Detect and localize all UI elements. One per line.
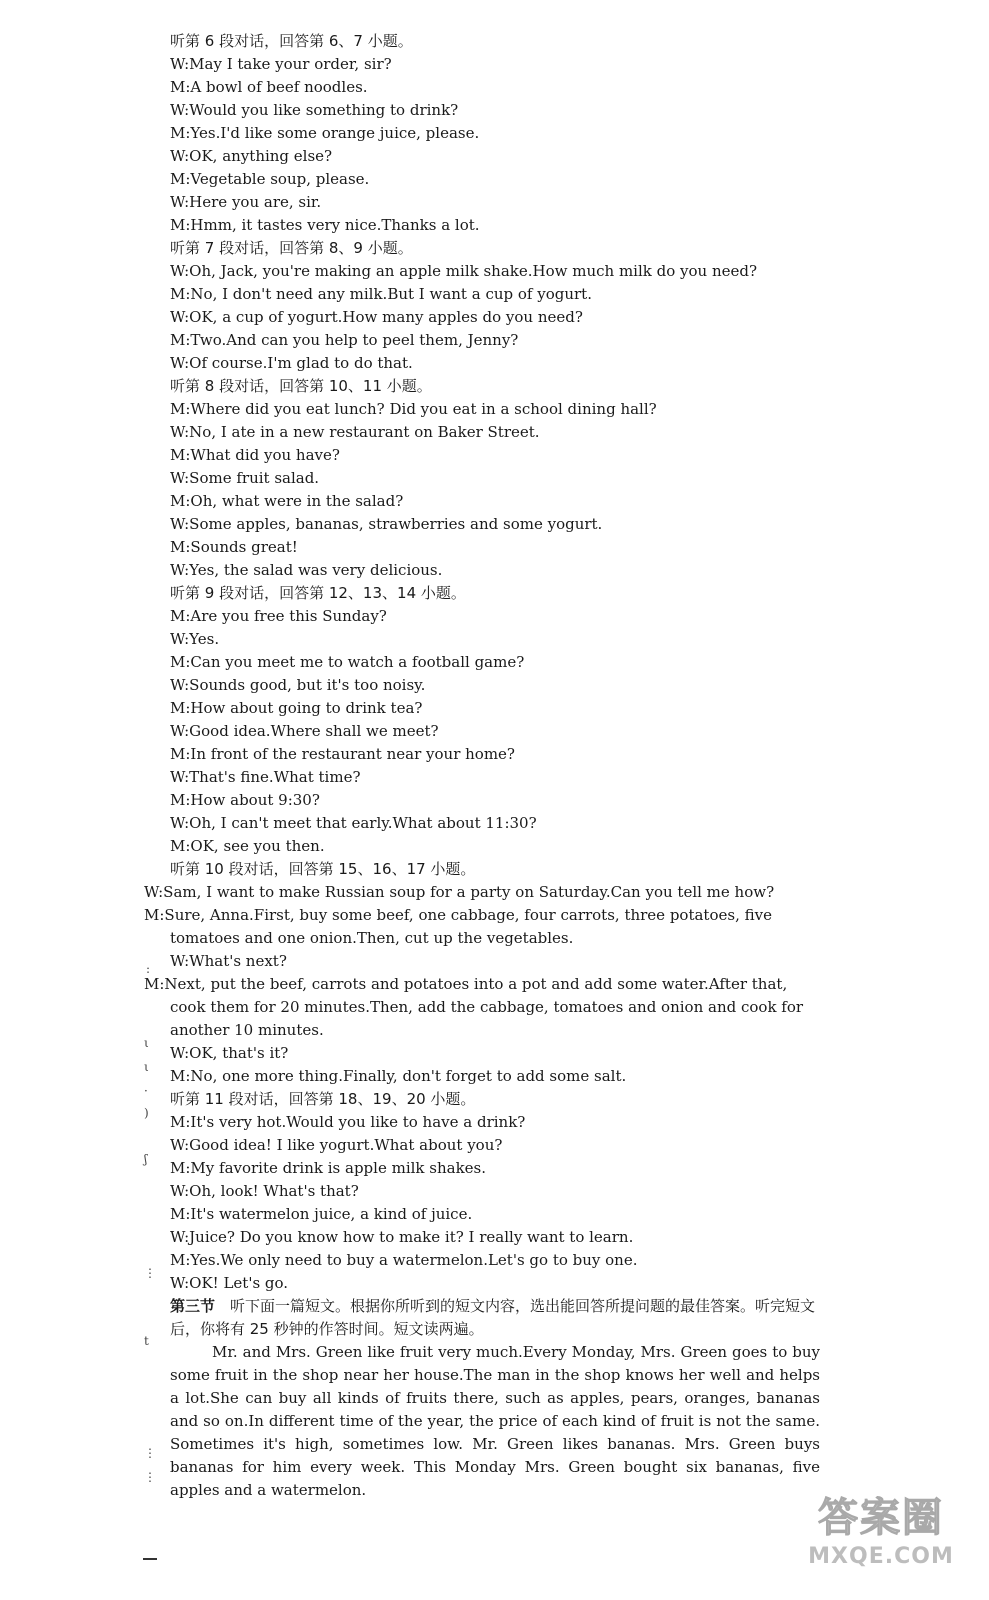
dialogue-line: M:No, one more thing.Finally, don't forget to add some salt. — [170, 1067, 627, 1085]
margin-mark: ι — [144, 1036, 149, 1050]
dialogue-line: M:How about 9:30? — [170, 791, 320, 809]
dialogue-line: W:Sounds good, but it's too noisy. — [170, 676, 426, 694]
dialogue-line: W:OK, a cup of yogurt.How many apples do you need? — [170, 308, 583, 326]
margin-mark: t — [144, 1334, 149, 1348]
section-heading: 听第 10 段对话，回答第 15、16、17 小题。 — [170, 860, 476, 878]
section3-block — [170, 1295, 820, 1341]
dialogue-line: M:Yes.I'd like some orange juice, please. — [170, 124, 480, 142]
dialogue-line: M:Can you meet me to watch a football game? — [170, 653, 525, 671]
dialogue-line: W:Yes, the salad was very delicious. — [170, 561, 443, 579]
dialogue-line: W:Some fruit salad. — [170, 469, 320, 487]
dialogue-line: M:A bowl of beef noodles. — [170, 78, 368, 96]
dialogue-line: M:It's very hot.Would you like to have a drink? — [170, 1113, 526, 1131]
margin-mark: · — [144, 1084, 148, 1098]
section3-title: 第三节 — [170, 1297, 216, 1315]
dialogue-line: M:Hmm, it tastes very nice.Thanks a lot. — [170, 216, 480, 234]
margin-mark: : — [146, 962, 151, 976]
section-heading: 听第 6 段对话，回答第 6、7 小题。 — [170, 32, 413, 50]
section-heading: 听第 11 段对话，回答第 18、19、20 小题。 — [170, 1090, 476, 1108]
margin-mark: ⋮ — [144, 1446, 156, 1460]
dialogue-line: W:OK, that's it? — [170, 1044, 289, 1062]
margin-mark: ι — [144, 1060, 149, 1074]
dialogue-line: M:Sure, Anna.First, buy some beef, one cabbage, four carrots, three potatoes, five tomatoes and one onion.Then, cut up the vegetables. — [144, 906, 772, 947]
dialogue-line: M:It's watermelon juice, a kind of juice. — [170, 1205, 473, 1223]
dialogue-line: W:May I take your order, sir? — [170, 55, 392, 73]
dialogue-line: W:Good idea.Where shall we meet? — [170, 722, 439, 740]
dialogue-line: W:Oh, Jack, you're making an apple milk shake.How much milk do you need? — [170, 262, 758, 280]
footer-dash — [143, 1558, 157, 1560]
dialogue-line: M:Next, put the beef, carrots and potatoes into a pot and add some water.After that, cook them for 20 minutes.Then, add the cabbage, tomatoes and onion and cook for another 10 minutes. — [144, 975, 804, 1039]
dialogue-line: M:Yes.We only need to buy a watermelon.Let's go to buy one. — [170, 1251, 638, 1269]
dialogue-line: M:In front of the restaurant near your home? — [170, 745, 515, 763]
document-page — [144, 30, 820, 1502]
watermark-site: MXQE.COM — [808, 1544, 954, 1569]
dialogue-line: W:What's next? — [170, 952, 287, 970]
dialogue-line: M:OK, see you then. — [170, 837, 325, 855]
dialogue-line: W:Oh, look! What's that? — [170, 1182, 359, 1200]
dialogue-line: M:Where did you eat lunch? Did you eat in a school dining hall? — [170, 400, 657, 418]
passage-paragraph: Mr. and Mrs. Green like fruit very much.Every Monday, Mrs. Green goes to buy some fruit in the shop near her house.The man in the shop knows her well and helps a lot.She can buy all kinds of fruits there, such as apples, pears, oranges, bananas and so on.In different time of the year, the price of each kind of fruit is not the same. Sometimes it's high, sometimes low. Mr. Green likes bananas. Mrs. Green buys bananas for him every week. This Monday Mrs. Green bought six bananas, five apples and a watermelon. — [170, 1343, 820, 1499]
dialogue-line: W:Some apples, bananas, strawberries and some yogurt. — [170, 515, 603, 533]
dialogue-line: W:Yes. — [170, 630, 220, 648]
dialogue-line: W:Would you like something to drink? — [170, 101, 459, 119]
dialogue-line: W:Of course.I'm glad to do that. — [170, 354, 413, 372]
section3-instruction: 听下面一篇短文。根据你所听到的短文内容，选出能回答所提问题的最佳答案。听完短文后，你将有 25 秒钟的作答时间。短文读两遍。 — [170, 1297, 816, 1338]
dialogue-line: M:No, I don't need any milk.But I want a cup of yogurt. — [170, 285, 592, 303]
section-heading: 听第 9 段对话，回答第 12、13、14 小题。 — [170, 584, 466, 602]
margin-mark: ʃ — [144, 1152, 148, 1166]
dialogue-line: M:My favorite drink is apple milk shakes. — [170, 1159, 487, 1177]
dialogue-line: M:Two.And can you help to peel them, Jenny? — [170, 331, 519, 349]
watermark-text: 答案圈 — [818, 1495, 944, 1541]
dialogue-line: W:Sam, I want to make Russian soup for a party on Saturday.Can you tell me how? — [144, 883, 775, 901]
margin-mark: ⋮ — [144, 1266, 156, 1280]
dialogue-line: W:OK! Let's go. — [170, 1274, 289, 1292]
dialogue-line: W:OK, anything else? — [170, 147, 333, 165]
dialogue-line: W:No, I ate in a new restaurant on Baker Street. — [170, 423, 540, 441]
dialogue-line: W:Good idea! I like yogurt.What about you? — [170, 1136, 503, 1154]
dialogue-line: M:What did you have? — [170, 446, 340, 464]
dialogue-line: W:Oh, I can't meet that early.What about 11:30? — [170, 814, 537, 832]
margin-mark: ⋮ — [144, 1470, 156, 1484]
section-heading: 听第 8 段对话，回答第 10、11 小题。 — [170, 377, 432, 395]
dialogue-line: M:Are you free this Sunday? — [170, 607, 387, 625]
dialogue-line: M:Vegetable soup, please. — [170, 170, 370, 188]
dialogue-line: W:That's fine.What time? — [170, 768, 361, 786]
watermark-logo — [791, 1492, 971, 1582]
dialogue-line: W:Here you are, sir. — [170, 193, 322, 211]
section-heading: 听第 7 段对话，回答第 8、9 小题。 — [170, 239, 413, 257]
dialogue-line: M:Oh, what were in the salad? — [170, 492, 404, 510]
dialogue-line: M:How about going to drink tea? — [170, 699, 423, 717]
dialogue-line: W:Juice? Do you know how to make it? I really want to learn. — [170, 1228, 634, 1246]
margin-mark: ) — [144, 1106, 149, 1120]
dialogue-line: M:Sounds great! — [170, 538, 298, 556]
